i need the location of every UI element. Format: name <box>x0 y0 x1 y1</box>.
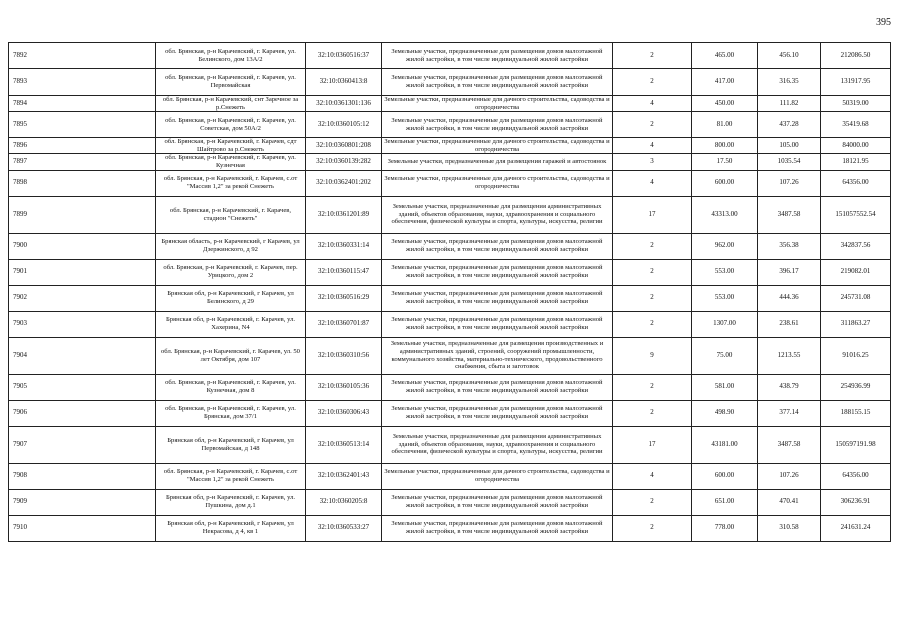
land-use-cell: Земельные участки, предназначенные для размещения домов малоэтажной жилой застройки, в том числе индивидуальной жилой застройки <box>382 112 613 138</box>
address-cell: Брянская обл, р-н Карачевский, г Карачев, ул Первомайская, д 148 <box>156 426 306 463</box>
land-use-cell: Земельные участки, предназначенные для размещения административных зданий, объектов образования, науки, здравоохранения и социального обеспечения, физической культуры и спорта, культуры, искусства, религии <box>382 196 613 233</box>
address-cell: обл. Брянская, р-н Карачевский, г. Карачев, ул. Кузнечная, дом 8 <box>156 374 306 400</box>
cadastral-number-cell: 32:10:0361201:89 <box>306 196 382 233</box>
land-use-cell: Земельные участки, предназначенные для размещения домов малоэтажной жилой застройки, в том числе индивидуальной жилой застройки <box>382 311 613 337</box>
land-use-cell: Земельные участки, предназначенные для дачного строительства, садоводства и огородничества <box>382 138 613 154</box>
specific-value-cell: 107.26 <box>758 170 821 196</box>
group-cell: 17 <box>613 196 692 233</box>
table-row <box>9 154 891 170</box>
area-cell: 600.00 <box>692 463 758 489</box>
address-cell: Брянская обл, р-н Карачевский, г Карачев, ул Белинского, д 29 <box>156 285 306 311</box>
specific-value-cell: 1213.55 <box>758 337 821 374</box>
group-cell: 3 <box>613 154 692 170</box>
cadastral-value-cell: 131917.95 <box>821 69 891 96</box>
cadastral-value-cell: 64356.00 <box>821 170 891 196</box>
cadastral-number-cell: 32:10:0362401:43 <box>306 463 382 489</box>
table-row <box>9 43 891 69</box>
address-cell: обл. Брянская, р-н Карачевский, г. Карачев, ул. Первомайская <box>156 69 306 96</box>
address-cell: обл. Брянская, р-н Карачевский, снт Заречное за р.Снежеть <box>156 96 306 112</box>
row-number: 7908 <box>9 463 156 489</box>
cadastral-value-cell: 188155.15 <box>821 400 891 426</box>
cadastral-value-cell: 342837.56 <box>821 233 891 259</box>
cadastral-number-cell: 32:10:0360310:56 <box>306 337 382 374</box>
specific-value-cell: 1035.54 <box>758 154 821 170</box>
group-cell: 2 <box>613 515 692 541</box>
table-body <box>9 43 891 542</box>
table-row <box>9 112 891 138</box>
cadastral-number-cell: 32:10:0360701:87 <box>306 311 382 337</box>
cadastral-number-cell: 32:10:0360533:27 <box>306 515 382 541</box>
row-number: 7902 <box>9 285 156 311</box>
address-cell: Брянская область, р-н Карачевский, г Карачев, ул Дзержинского, д 92 <box>156 233 306 259</box>
cadastral-number-cell: 32:10:0360205:8 <box>306 489 382 515</box>
area-cell: 962.00 <box>692 233 758 259</box>
cadastral-value-cell: 245731.08 <box>821 285 891 311</box>
specific-value-cell: 438.79 <box>758 374 821 400</box>
land-use-cell: Земельные участки, предназначенные для размещения административных зданий, объектов образования, науки, здравоохранения и социального обеспечения, физической культуры и спорта, культуры, искусства, религии <box>382 426 613 463</box>
cadastral-value-cell: 219082.01 <box>821 259 891 285</box>
specific-value-cell: 437.28 <box>758 112 821 138</box>
group-cell: 2 <box>613 112 692 138</box>
land-use-cell: Земельные участки, предназначенные для размещения домов малоэтажной жилой застройки, в том числе индивидуальной жилой застройки <box>382 69 613 96</box>
specific-value-cell: 111.82 <box>758 96 821 112</box>
address-cell: обл. Брянская, р-н Карачевский, г. Карачев, ул. Советская, дом 50А/2 <box>156 112 306 138</box>
specific-value-cell: 107.26 <box>758 463 821 489</box>
cadastral-value-cell: 150597191.98 <box>821 426 891 463</box>
area-cell: 81.00 <box>692 112 758 138</box>
address-cell: обл. Брянская, р-н Карачевский, г. Карачев, ул. Кузнечная <box>156 154 306 170</box>
cadastral-value-cell: 254936.99 <box>821 374 891 400</box>
row-number: 7905 <box>9 374 156 400</box>
table-row <box>9 138 891 154</box>
row-number: 7907 <box>9 426 156 463</box>
cadastral-number-cell: 32:10:0361301:136 <box>306 96 382 112</box>
specific-value-cell: 105.00 <box>758 138 821 154</box>
table-row <box>9 311 891 337</box>
row-number: 7893 <box>9 69 156 96</box>
cadastral-number-cell: 32:10:0360105:36 <box>306 374 382 400</box>
cadastral-number-cell: 32:10:0360513:14 <box>306 426 382 463</box>
group-cell: 2 <box>613 259 692 285</box>
group-cell: 2 <box>613 489 692 515</box>
row-number: 7903 <box>9 311 156 337</box>
table-row <box>9 233 891 259</box>
table-row <box>9 285 891 311</box>
cadastral-value-cell: 84000.00 <box>821 138 891 154</box>
group-cell: 2 <box>613 311 692 337</box>
row-number: 7895 <box>9 112 156 138</box>
group-cell: 2 <box>613 69 692 96</box>
land-use-cell: Земельные участки, предназначенные для размещения домов малоэтажной жилой застройки, в том числе индивидуальной жилой застройки <box>382 515 613 541</box>
specific-value-cell: 238.61 <box>758 311 821 337</box>
address-cell: обл. Брянская, р-н Карачевский, г. Карачев, ул. 50 лет Октября, дом 107 <box>156 337 306 374</box>
row-number: 7910 <box>9 515 156 541</box>
area-cell: 1307.00 <box>692 311 758 337</box>
area-cell: 417.00 <box>692 69 758 96</box>
area-cell: 553.00 <box>692 259 758 285</box>
area-cell: 43181.00 <box>692 426 758 463</box>
land-use-cell: Земельные участки, предназначенные для размещения домов малоэтажной жилой застройки, в том числе индивидуальной жилой застройки <box>382 43 613 69</box>
specific-value-cell: 310.58 <box>758 515 821 541</box>
group-cell: 4 <box>613 96 692 112</box>
cadastral-value-cell: 241631.24 <box>821 515 891 541</box>
row-number: 7909 <box>9 489 156 515</box>
group-cell: 2 <box>613 233 692 259</box>
cadastral-number-cell: 32:10:0360115:47 <box>306 259 382 285</box>
cadastral-value-cell: 18121.95 <box>821 154 891 170</box>
land-use-cell: Земельные участки, предназначенные для размещения домов малоэтажной жилой застройки, в том числе индивидуальной жилой застройки <box>382 489 613 515</box>
area-cell: 651.00 <box>692 489 758 515</box>
address-cell: обл. Брянская, р-н Карачевский, г. Карачев, ул. Белинского, дом 13А/2 <box>156 43 306 69</box>
specific-value-cell: 316.35 <box>758 69 821 96</box>
cadastral-number-cell: 32:10:0362401:202 <box>306 170 382 196</box>
table-row <box>9 489 891 515</box>
table-row <box>9 170 891 196</box>
table-row <box>9 259 891 285</box>
specific-value-cell: 456.10 <box>758 43 821 69</box>
row-number: 7896 <box>9 138 156 154</box>
cadastral-number-cell: 32:10:0360139:282 <box>306 154 382 170</box>
address-cell: Брянская обл, р-н Карачевский, г Карачев, ул Некрасова, д 4, кв 1 <box>156 515 306 541</box>
address-cell: обл. Брянская, р-н Карачевский, г. Карачев, ул. Брянская, дом 37/1 <box>156 400 306 426</box>
row-number: 7906 <box>9 400 156 426</box>
area-cell: 450.00 <box>692 96 758 112</box>
land-use-cell: Земельные участки, предназначенные для дачного строительства, садоводства и огородничества <box>382 463 613 489</box>
group-cell: 2 <box>613 374 692 400</box>
area-cell: 465.00 <box>692 43 758 69</box>
row-number: 7901 <box>9 259 156 285</box>
cadastral-number-cell: 32:10:0360801:208 <box>306 138 382 154</box>
address-cell: обл. Брянская, р-н Карачевский, г. Карачев, пер. Урицкого, дом 2 <box>156 259 306 285</box>
specific-value-cell: 444.36 <box>758 285 821 311</box>
area-cell: 43313.00 <box>692 196 758 233</box>
table-row <box>9 374 891 400</box>
land-use-cell: Земельные участки, предназначенные для размещения домов малоэтажной жилой застройки, в том числе индивидуальной жилой застройки <box>382 285 613 311</box>
table-row <box>9 337 891 374</box>
group-cell: 9 <box>613 337 692 374</box>
row-number: 7900 <box>9 233 156 259</box>
cadastral-value-cell: 306236.91 <box>821 489 891 515</box>
group-cell: 4 <box>613 170 692 196</box>
area-cell: 498.90 <box>692 400 758 426</box>
cadastral-number-cell: 32:10:0360306:43 <box>306 400 382 426</box>
cadastral-value-cell: 151057552.54 <box>821 196 891 233</box>
table-row <box>9 463 891 489</box>
table-row <box>9 196 891 233</box>
group-cell: 2 <box>613 285 692 311</box>
area-cell: 553.00 <box>692 285 758 311</box>
group-cell: 2 <box>613 43 692 69</box>
cadastral-value-cell: 212086.50 <box>821 43 891 69</box>
address-cell: обл. Брянская, р-н Карачевский, г. Карачев, с.от "Массив 1,2" за рекой Снежеть <box>156 463 306 489</box>
area-cell: 800.00 <box>692 138 758 154</box>
land-use-cell: Земельные участки, предназначенные для дачного строительства, садоводства и огородничества <box>382 170 613 196</box>
land-use-cell: Земельные участки, предназначенные для дачного строительства, садоводства и огородничества <box>382 96 613 112</box>
cadastral-value-cell: 50319.00 <box>821 96 891 112</box>
specific-value-cell: 3487.58 <box>758 196 821 233</box>
row-number: 7894 <box>9 96 156 112</box>
specific-value-cell: 470.41 <box>758 489 821 515</box>
address-cell: Брянская обл, р-н Карачевский, г. Карачев, ул. Пушкина, дом д.1 <box>156 489 306 515</box>
land-use-cell: Земельные участки, предназначенные для размещения домов малоэтажной жилой застройки, в том числе индивидуальной жилой застройки <box>382 400 613 426</box>
address-cell: обл. Брянская, р-н Карачевский, г. Карачев, стадион "Снежеть" <box>156 196 306 233</box>
cadastral-number-cell: 32:10:0360516:37 <box>306 43 382 69</box>
row-number: 7892 <box>9 43 156 69</box>
row-number: 7897 <box>9 154 156 170</box>
table-row <box>9 515 891 541</box>
table-row <box>9 400 891 426</box>
specific-value-cell: 356.38 <box>758 233 821 259</box>
specific-value-cell: 3487.58 <box>758 426 821 463</box>
group-cell: 17 <box>613 426 692 463</box>
table-row <box>9 426 891 463</box>
area-cell: 17.50 <box>692 154 758 170</box>
cadastral-value-cell: 91016.25 <box>821 337 891 374</box>
table-row <box>9 69 891 96</box>
cadastral-value-cell: 311863.27 <box>821 311 891 337</box>
area-cell: 778.00 <box>692 515 758 541</box>
cadastral-value-cell: 64356.00 <box>821 463 891 489</box>
cadastral-number-cell: 32:10:0360105:12 <box>306 112 382 138</box>
land-use-cell: Земельные участки, предназначенные для размещения гаражей и автостоянок <box>382 154 613 170</box>
land-use-cell: Земельные участки, предназначенные для размещения домов малоэтажной жилой застройки, в том числе индивидуальной жилой застройки <box>382 233 613 259</box>
row-number: 7904 <box>9 337 156 374</box>
row-number: 7898 <box>9 170 156 196</box>
cadastral-value-cell: 35419.68 <box>821 112 891 138</box>
address-cell: Брянская обл, р-н Карачевский, г. Карачев, ул. Хахерина, N4 <box>156 311 306 337</box>
cadastral-number-cell: 32:10:0360331:14 <box>306 233 382 259</box>
group-cell: 2 <box>613 400 692 426</box>
group-cell: 4 <box>613 138 692 154</box>
row-number: 7899 <box>9 196 156 233</box>
address-cell: обл. Брянская, р-н Карачевский, г. Карачев, сдт Шайтрово за р.Снежеть <box>156 138 306 154</box>
address-cell: обл. Брянская, р-н Карачевский, г. Карачев, с.от "Массив 1,2" за рекой Снежеть <box>156 170 306 196</box>
group-cell: 4 <box>613 463 692 489</box>
specific-value-cell: 396.17 <box>758 259 821 285</box>
land-use-cell: Земельные участки, предназначенные для размещения производственных и административных зданий, строений, сооружений промышленности, коммунального хозяйства, материально-технического, продовольственного снабжения, сбыта и заготовок <box>382 337 613 374</box>
area-cell: 581.00 <box>692 374 758 400</box>
land-use-cell: Земельные участки, предназначенные для размещения домов малоэтажной жилой застройки, в том числе индивидуальной жилой застройки <box>382 259 613 285</box>
specific-value-cell: 377.14 <box>758 400 821 426</box>
cadastral-number-cell: 32:10:0360413:8 <box>306 69 382 96</box>
page-number: 395 <box>876 17 891 28</box>
cadastral-number-cell: 32:10:0360516:29 <box>306 285 382 311</box>
table-row <box>9 96 891 112</box>
land-use-cell: Земельные участки, предназначенные для размещения домов малоэтажной жилой застройки, в том числе индивидуальной жилой застройки <box>382 374 613 400</box>
area-cell: 75.00 <box>692 337 758 374</box>
area-cell: 600.00 <box>692 170 758 196</box>
cadastral-value-table <box>8 42 891 542</box>
